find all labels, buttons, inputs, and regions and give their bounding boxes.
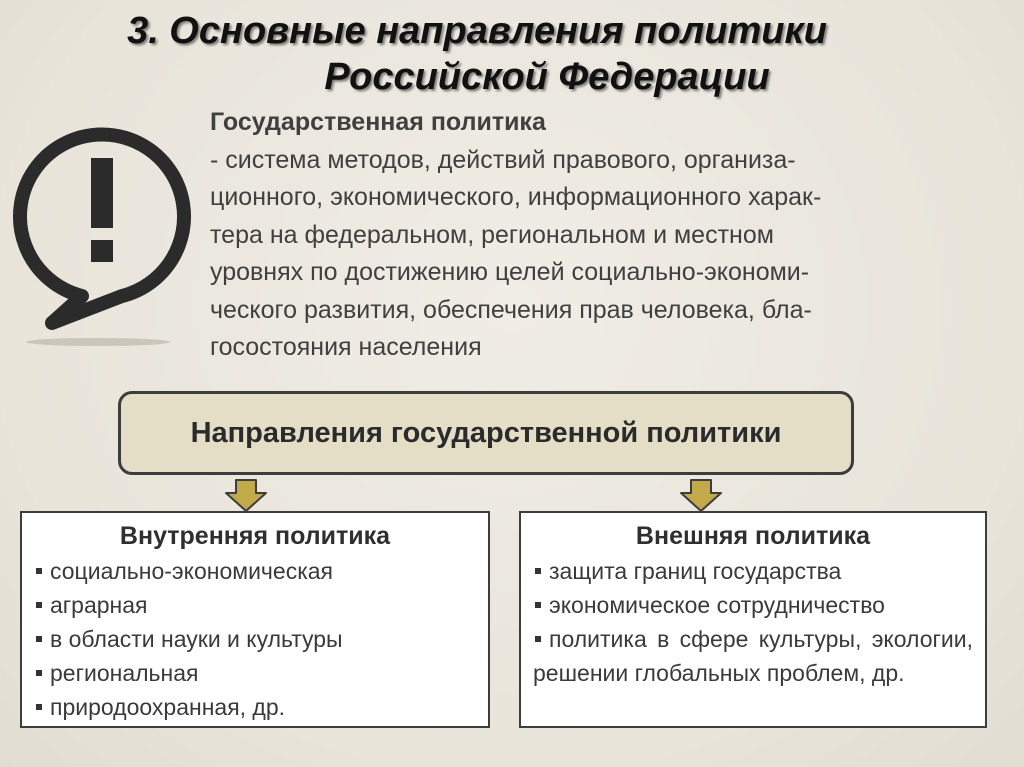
list-item: аграрная xyxy=(34,588,476,622)
domestic-policy-panel xyxy=(20,511,490,728)
down-arrow-icon xyxy=(224,479,268,513)
list-item: в области науки и культуры xyxy=(34,622,476,656)
slide-title xyxy=(0,8,1024,100)
exclamation-speech-bubble-icon xyxy=(10,118,200,348)
domestic-policy-list xyxy=(34,554,476,724)
definition-text: - система методов, действий правового, организа- ционного, экономического, информационного харак- тера на федеральном, региональном и местном уровнях по достижению целей социально-экономи- ческого развития, обеспечения прав человека, бла- госостояния населения xyxy=(210,145,822,361)
list-item: политика в сфере культуры, экологии, решении глобальных проблем, др. xyxy=(533,622,973,690)
list-item: защита границ государства xyxy=(533,554,973,588)
definition-block xyxy=(210,104,990,367)
list-item: региональная xyxy=(34,656,476,690)
domestic-policy-title: Внутренняя политика xyxy=(119,522,391,550)
definition-term: Государственная политика xyxy=(210,108,546,136)
policy-directions-box xyxy=(118,391,854,475)
title-line-2: Российской Федерации xyxy=(324,56,770,98)
list-item: природоохранная, др. xyxy=(34,690,476,724)
foreign-policy-list xyxy=(533,554,973,690)
bubble-shadow xyxy=(26,338,170,346)
exclamation-dot xyxy=(91,240,113,262)
down-arrow-icon xyxy=(679,479,723,513)
foreign-policy-panel xyxy=(519,511,987,728)
list-item: социально-экономическая xyxy=(34,554,476,588)
list-item: экономическое сотрудничество xyxy=(533,588,973,622)
foreign-policy-title: Внешняя политика xyxy=(635,522,871,550)
policy-directions-label: Направления государственной политики xyxy=(190,416,782,449)
exclamation-bar xyxy=(91,158,113,228)
title-line-1: 3. Основные направления политики xyxy=(127,10,827,52)
